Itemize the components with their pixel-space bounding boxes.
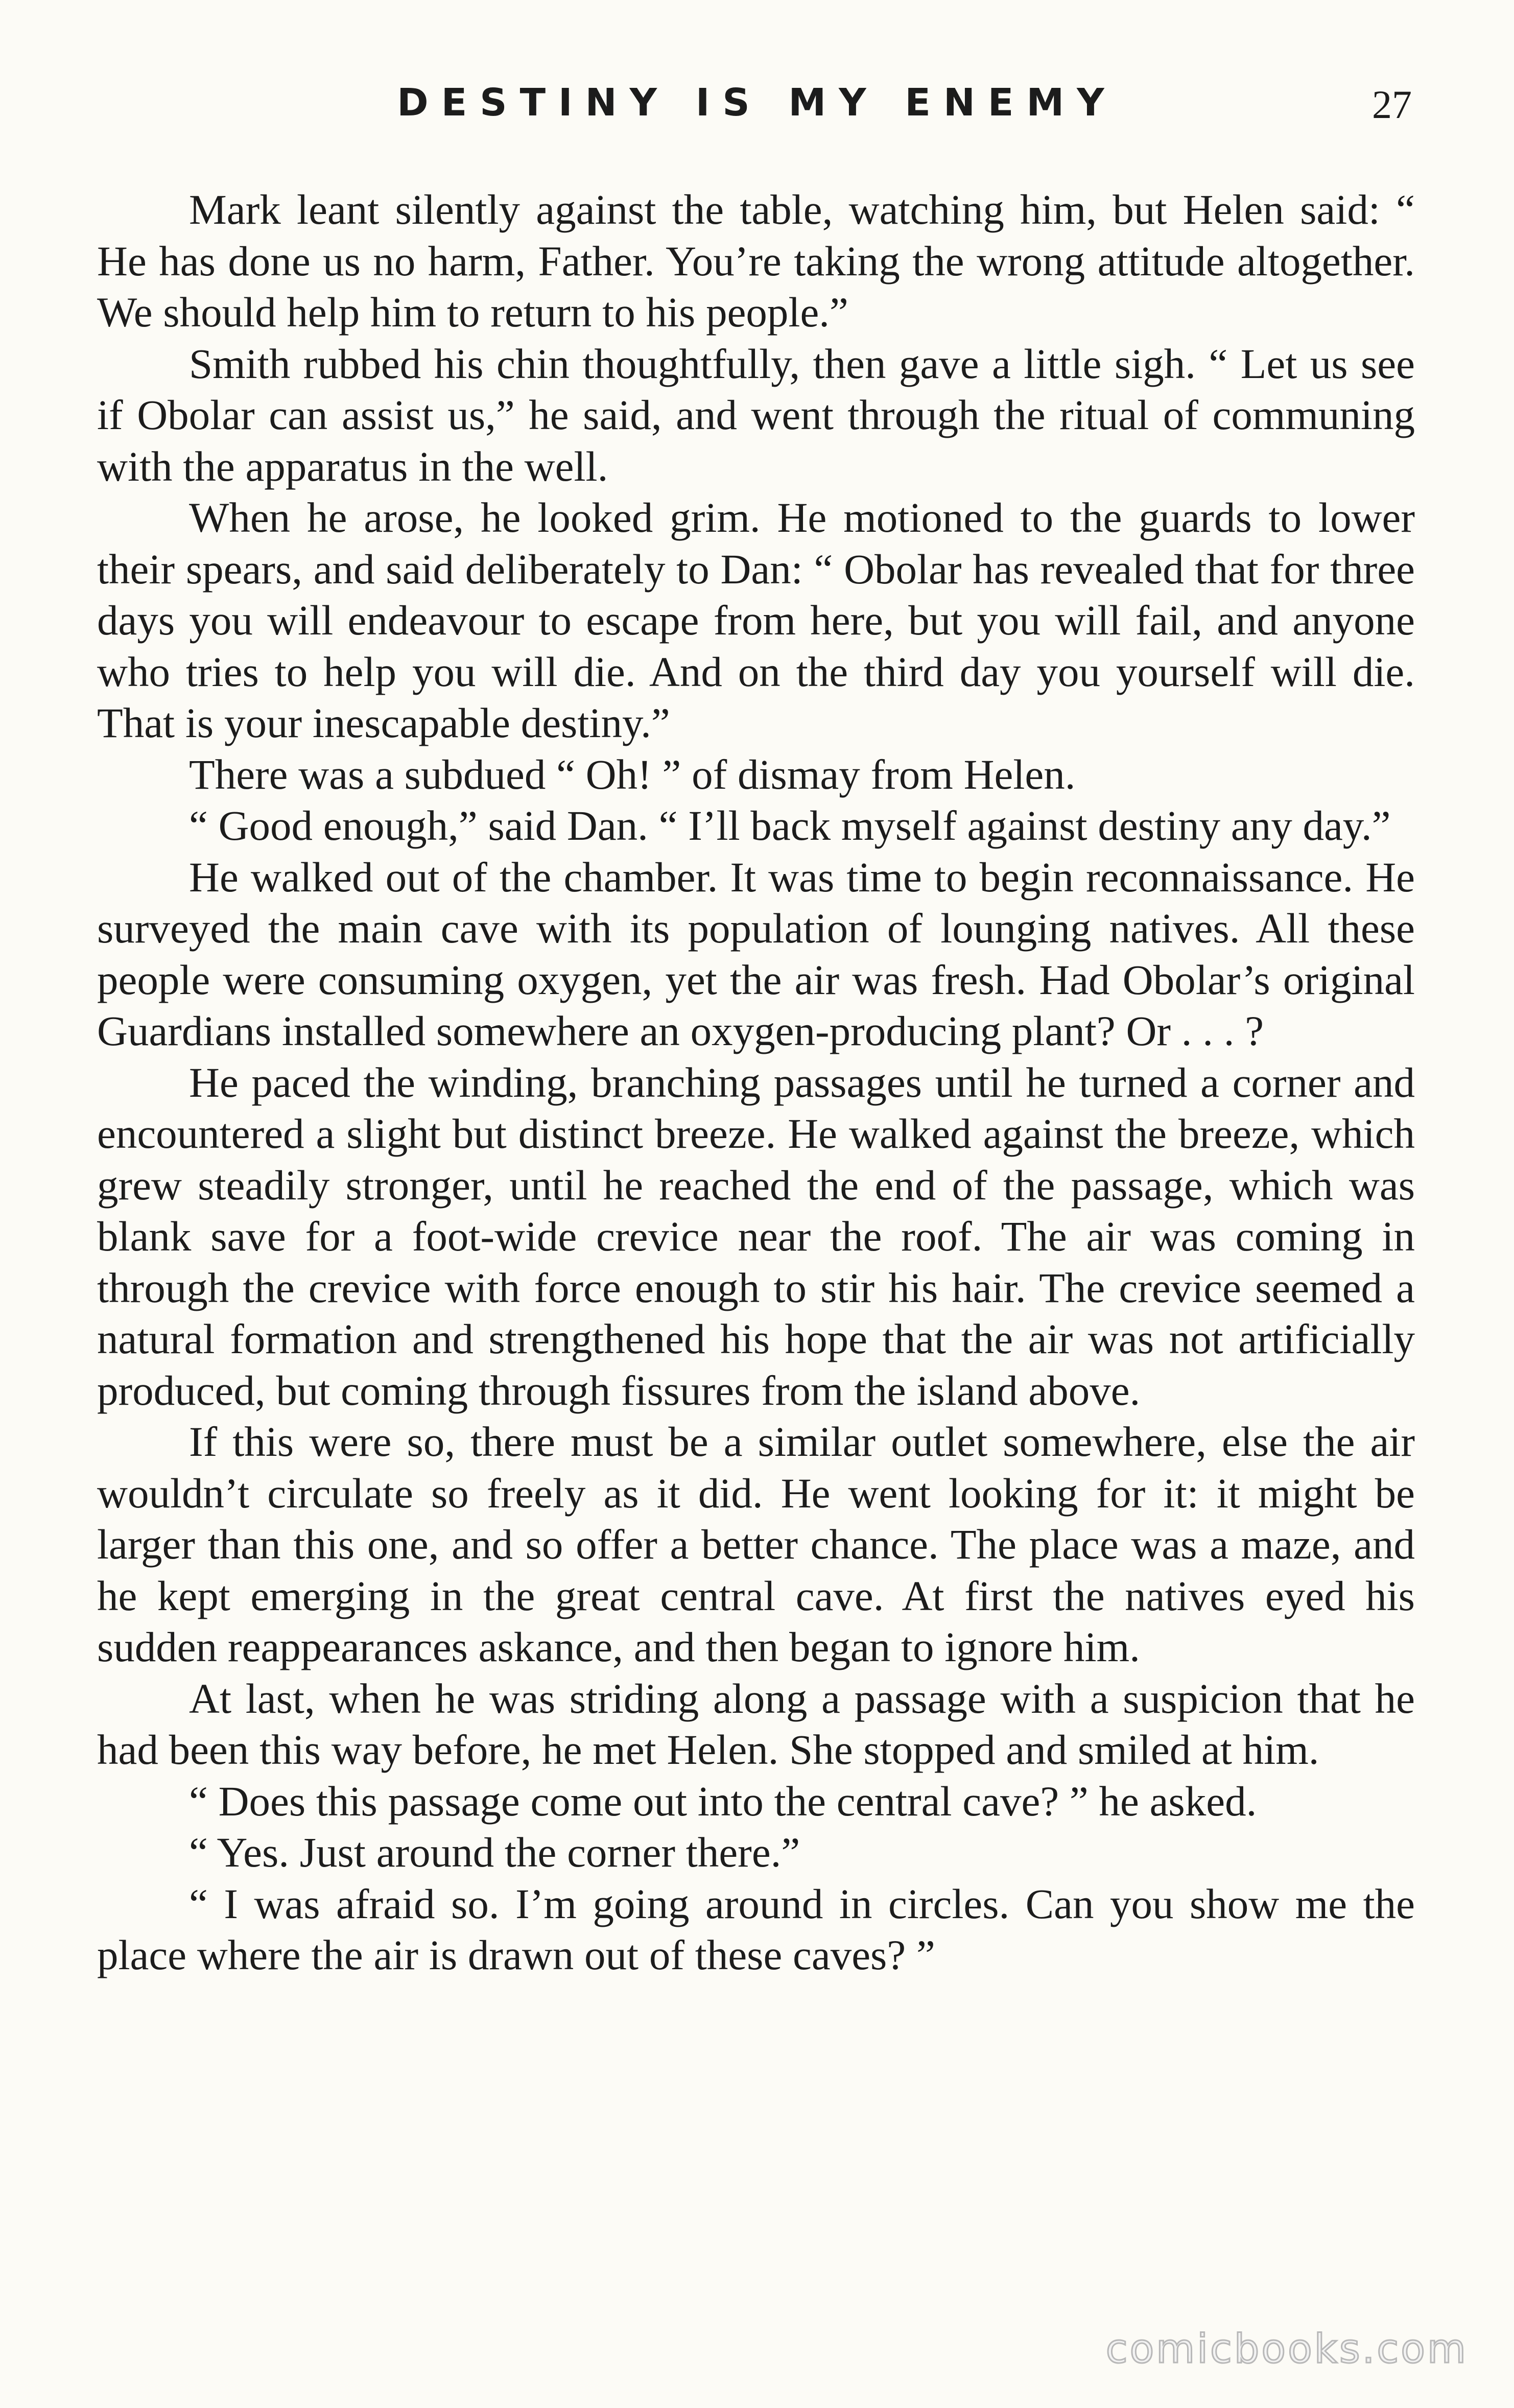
paragraph: At last, when he was striding along a passage with a suspicion that he had been this way before, he met Helen. She stopped and smiled at him. (97, 1674, 1415, 1773)
paragraph: There was a subdued “ Oh! ” of dismay from Helen. (189, 750, 1076, 798)
paragraph: Smith rubbed his chin thoughtfully, then gave a little sigh. “ Let us see if Obolar can assist us,” he said, and went through the ritual of communing with the apparatus in the well. (97, 340, 1415, 490)
page-number: 27 (1372, 82, 1412, 127)
running-title: DESTINY IS MY ENEMY (397, 81, 1117, 125)
paragraph: Mark leant silently against the table, watching him, but Helen said: “ He has done us no harm, Father. You’re taking the wrong attitude altogether. We should help him to return to his people.” (97, 186, 1415, 336)
paragraph: “ Yes. Just around the corner there.” (189, 1829, 800, 1876)
paragraph: “ I was afraid so. I’m going around in circles. Can you show me the place where the air is drawn out of these caves? ” (97, 1880, 1415, 1978)
body-text (97, 184, 1415, 1981)
paragraph: When he arose, he looked grim. He motioned to the guards to lower their spears, and said deliberately to Dan: “ Obolar has revealed that for three days you will endeavour to escape from here, but you will fail, and anyone who tries to help you will die. And on the third day you yourself will die. That is your inescapable destiny.” (97, 494, 1415, 746)
watermark: comicbooks.com (1105, 2326, 1468, 2372)
paragraph: “ Does this passage come out into the central cave? ” he asked. (189, 1777, 1257, 1825)
paragraph: He walked out of the chamber. It was time to begin reconnaissance. He surveyed the main cave with its population of lounging natives. All these people were consuming oxygen, yet the air was fresh. Had Obolar’s original Guardians installed somewhere an oxygen-producing plant? Or . . . ? (97, 853, 1415, 1054)
paragraph: If this were so, there must be a similar outlet somewhere, else the air wouldn’t circulate so freely as it did. He went looking for it: it might be larger than this one, and so offer a better chance. The place was a maze, and he kept emerging in the great central cave. At first the natives eyed his sudden reappearances askance, and then began to ignore him. (97, 1418, 1415, 1670)
paragraph: “ Good enough,” said Dan. “ I’ll back myself against destiny any day.” (189, 802, 1391, 849)
running-header (0, 77, 1514, 138)
paragraph: He paced the winding, branching passages until he turned a corner and encountered a slight but distinct breeze. He walked against the breeze, which grew steadily stronger, until he reached the end of the passage, which was blank save for a foot-wide crevice near the roof. The air was coming in through the crevice with force enough to stir his hair. The crevice seemed a natural formation and strengthened his hope that the air was not artificially produced, but coming through fissures from the island above. (97, 1058, 1415, 1414)
